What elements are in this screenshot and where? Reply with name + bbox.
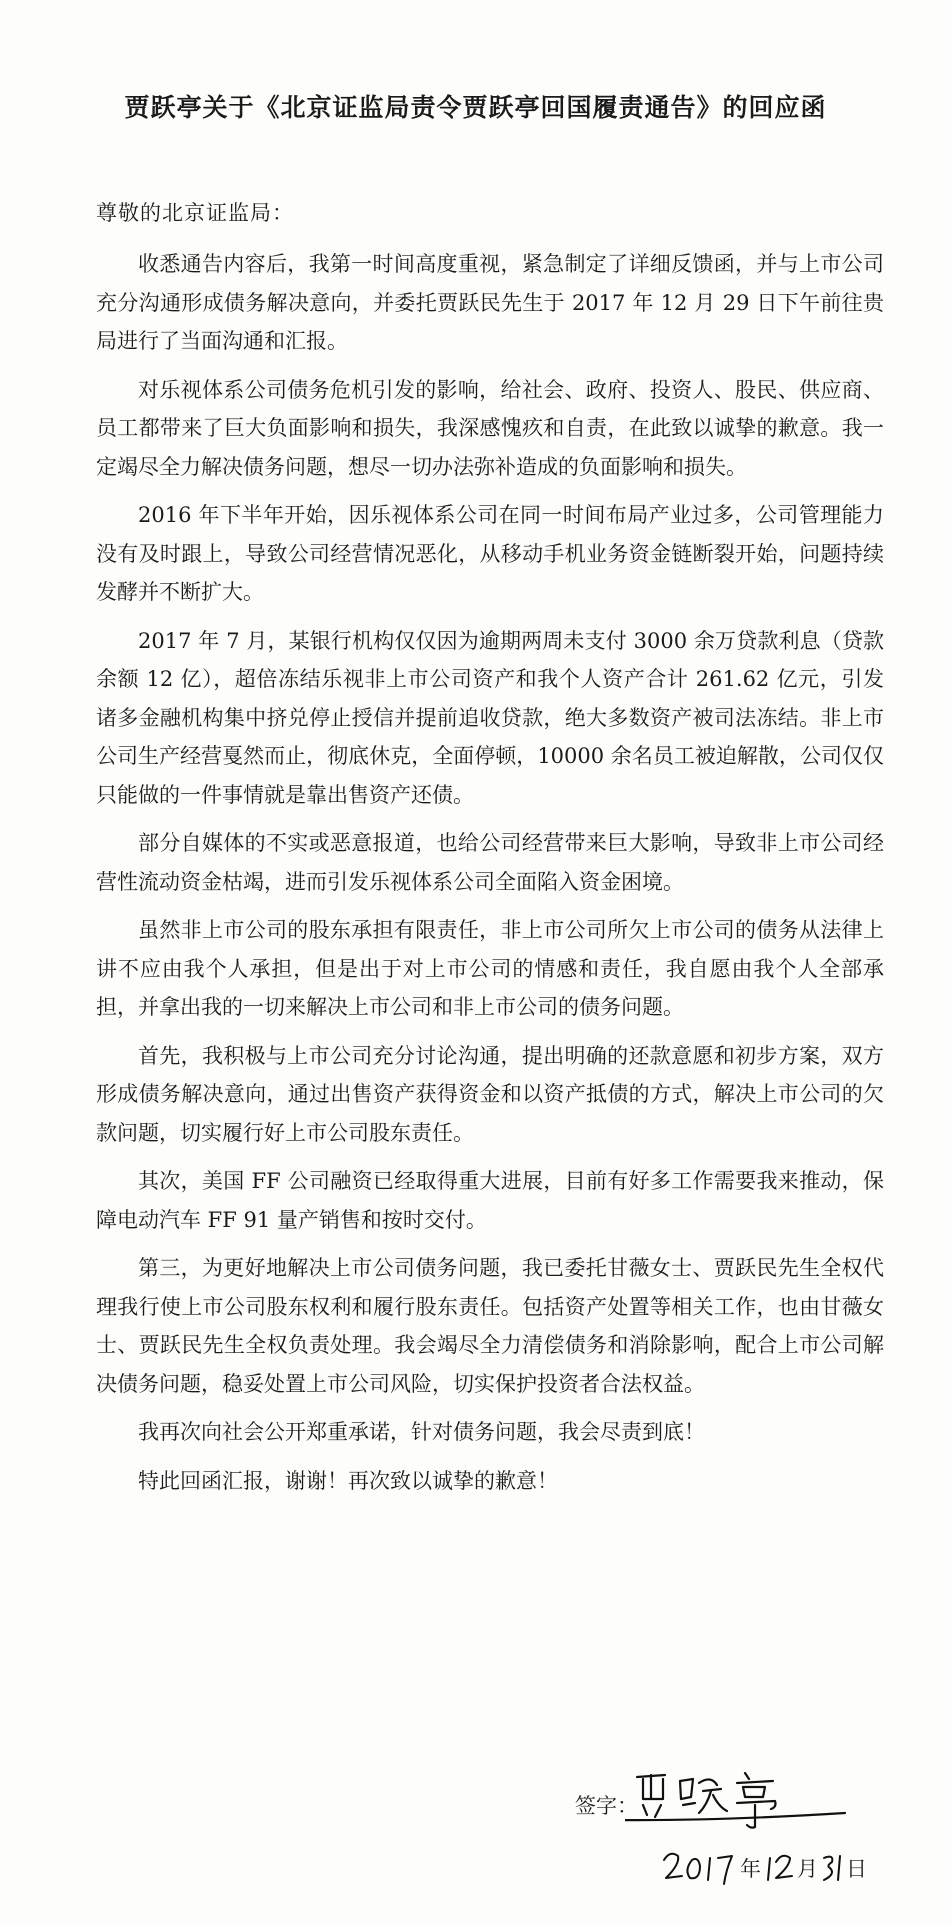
paragraph: 其次，美国 FF 公司融资已经取得重大进展，目前有好多工作需要我来推动，保障电动汽车 FF 91 量产销售和按时交付。 bbox=[96, 1169, 884, 1232]
paragraph: 2016 年下半年开始，因乐视体系公司在同一时间布局产业过多，公司管理能力没有及时跟上，导致公司经营情况恶化，从移动手机业务资金链断裂开始，问题持续发酵并不断扩大。 bbox=[96, 503, 884, 604]
svg-text:年: 年 bbox=[740, 1857, 761, 1881]
paragraph: 首先，我积极与上市公司充分讨论沟通，提出明确的还款意愿和初步方案，双方形成债务解决意向，通过出售资产获得资金和以资产抵债的方式，解决上市公司的欠款问题，切实履行好上市公司股东责任。 bbox=[96, 1043, 884, 1145]
salutation: 尊敬的北京证监局： bbox=[96, 201, 294, 225]
paragraph: 对乐视体系公司债务危机引发的影响，给社会、政府、投资人、股民、供应商、员工都带来了巨大负面影响和损失，我深感愧疚和自责，在此致以诚挚的歉意。我一定竭尽全力解决债务问题，想尽一切办法弥补造成的负面影响和损失。 bbox=[96, 377, 884, 479]
svg-text:日: 日 bbox=[846, 1857, 867, 1881]
paragraph: 第三，为更好地解决上市公司债务问题，我已委托甘薇女士、贾跃民先生全权代理我行使上市公司股东权利和履行股东责任。包括资产处置等相关工作，也由甘薇女士、贾跃民先生全权负责处理。我会竭尽全力清偿债务和消除影响，配合上市公司解决债务问题，稳妥处置上市公司风险，切实保护投资者合法权益。 bbox=[96, 1256, 884, 1396]
document-title: 贾跃亭关于《北京证监局责令贾跃亭回国履责通告》的回应函 bbox=[124, 93, 827, 122]
handwritten-date bbox=[660, 1838, 880, 1898]
letter-body bbox=[96, 245, 884, 1510]
paragraph: 2017 年 7 月，某银行机构仅仅因为逾期两周未支付 3000 余万贷款利息（贷款余额 12 亿），超倍冻结乐视非上市公司资产和我个人资产合计 261.62 亿元，引发诸多金融机构集中挤兑停止授信并提前追收贷款，绝大多数资产被司法冻结。非上市公司生产经营戛然而止，彻底休克，全面停顿，10000 余名员工被迫解散，公司仅仅只能做的一件事情就是靠出售资产还债。 bbox=[96, 628, 884, 807]
svg-text:月: 月 bbox=[797, 1857, 818, 1881]
signature-label: 签字： bbox=[575, 1794, 638, 1818]
paragraph: 我再次向社会公开郑重承诺，针对债务问题，我会尽责到底！ bbox=[138, 1420, 705, 1444]
handwritten-signature bbox=[625, 1755, 855, 1835]
paragraph: 收悉通告内容后，我第一时间高度重视，紧急制定了详细反馈函，并与上市公司充分沟通形成债务解决意向，并委托贾跃民先生于 2017 年 12 月 29 日下午前往贵局进行了当面沟通和汇报。 bbox=[96, 252, 884, 353]
paragraph: 特此回函汇报，谢谢！再次致以诚挚的歉意！ bbox=[138, 1468, 558, 1493]
paragraph: 部分自媒体的不实或恶意报道，也给公司经营带来巨大影响，导致非上市公司经营性流动资金枯竭，进而引发乐视体系公司全面陷入资金困境。 bbox=[96, 831, 884, 894]
paragraph: 虽然非上市公司的股东承担有限责任，非上市公司所欠上市公司的债务从法律上讲不应由我个人承担，但是出于对上市公司的情感和责任，我自愿由我个人全部承担，并拿出我的一切来解决上市公司和非上市公司的债务问题。 bbox=[96, 918, 884, 1019]
